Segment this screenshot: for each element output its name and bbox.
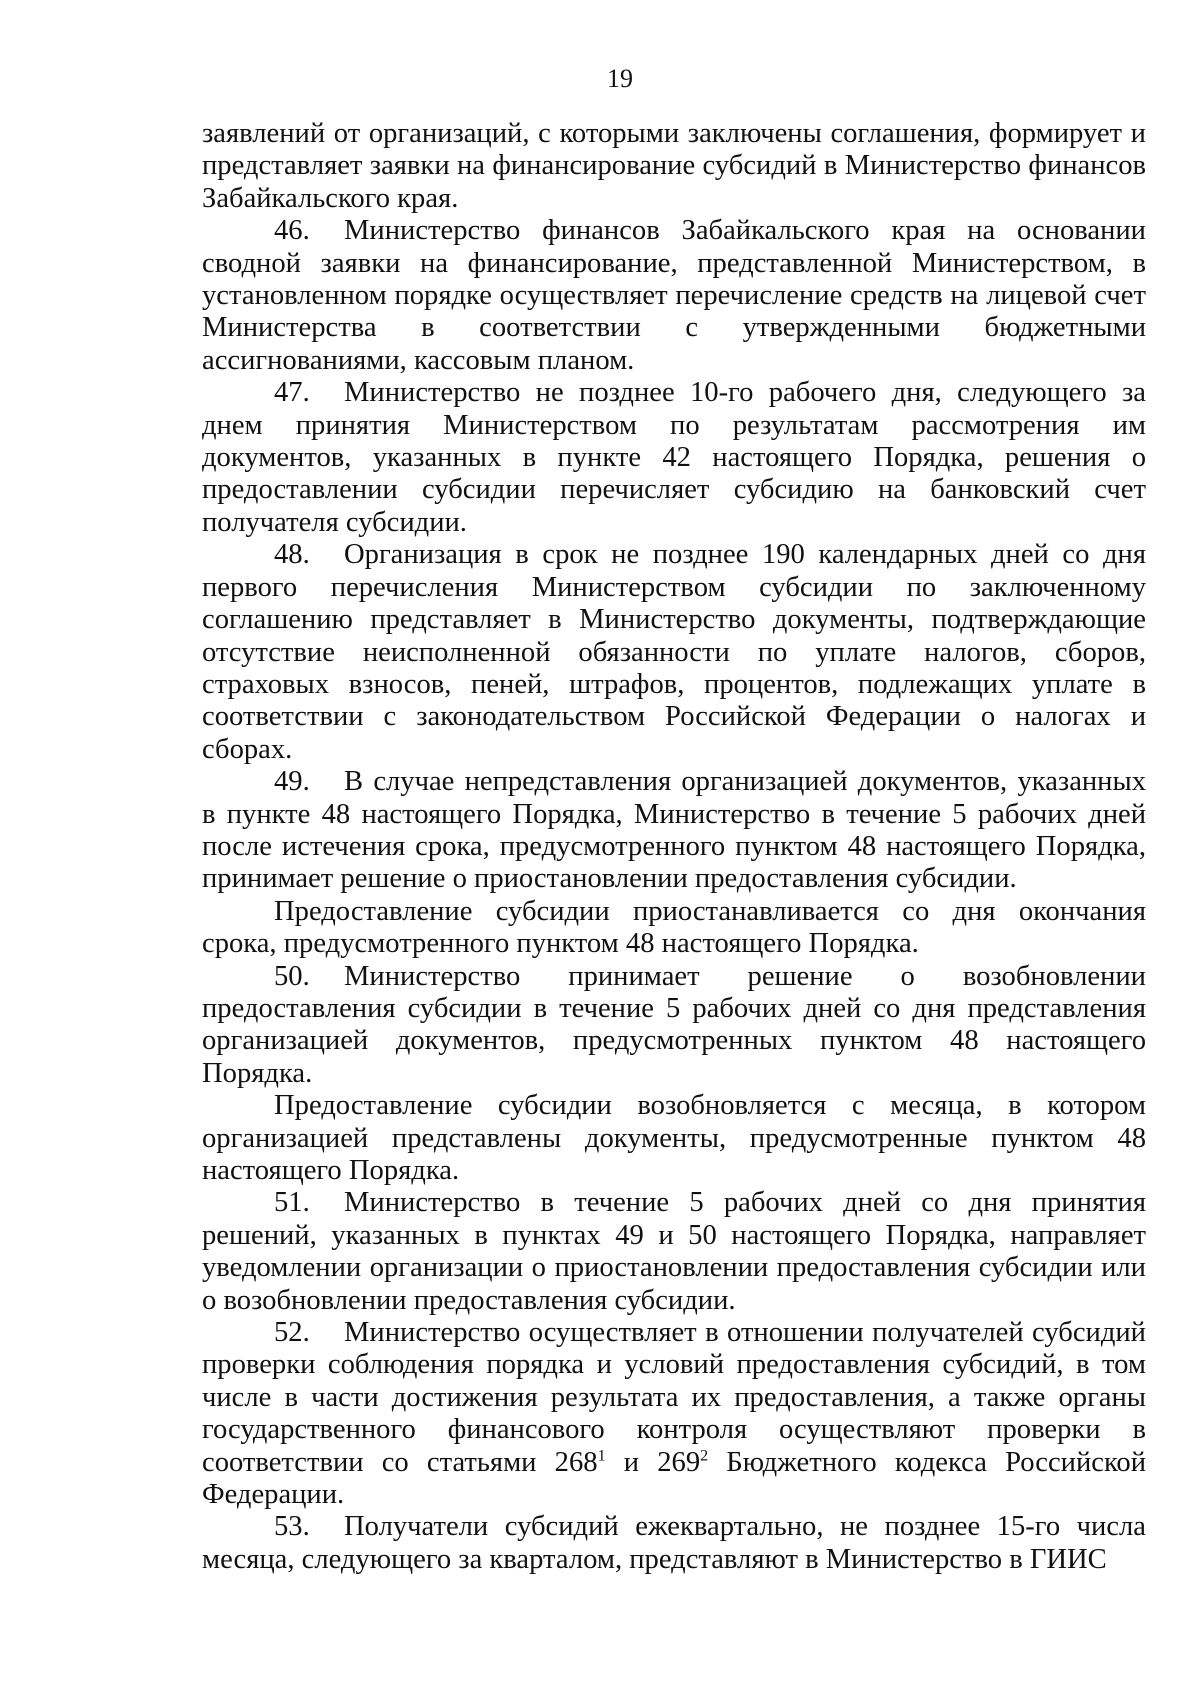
paragraph-text: Предоставление субсидии приостанавливается со дня окончания срока, предусмотренного пунктом 48 настоящего Порядка. xyxy=(202,895,1146,960)
paragraph-text: Министерство не позднее 10-го рабочего дня, следующего за днем принятия Министерством по результатам рассмотрения им документов, указанных в пункте 42 настоящего Порядка, решения о предоставлении субсидии перечисляет субсидию на банковский счет получателя субсидии. xyxy=(202,377,1146,538)
paragraph-49-suspension xyxy=(202,896,1146,961)
paragraph-continuation xyxy=(202,118,1146,215)
paragraph-text: Организация в срок не позднее 190 календарных дней со дня первого перечисления Министерством субсидии по заключенному соглашению представляет в Министерство документы, подтверждающие отсутствие неисполненной обязанности по уплате налогов, сборов, страховых взносов, пеней, штрафов, процентов, подлежащих уплате в соответствии с законодательством Российской Федерации о налогах и сборах. xyxy=(202,539,1146,765)
paragraph-52 xyxy=(202,1317,1146,1511)
paragraph-number: 46. xyxy=(274,215,310,247)
paragraph-50-resumption xyxy=(202,1090,1146,1187)
paragraph-text: Бюджетного кодекса Российской Федерации. xyxy=(202,1446,1146,1511)
paragraph-50 xyxy=(202,961,1146,1091)
paragraph-48 xyxy=(202,539,1146,766)
paragraph-49 xyxy=(202,766,1146,896)
paragraph-text: заявлений от организаций, с которыми заключены соглашения, формирует и представляет заявки на финансирование субсидий в Министерство финансов Забайкальского края. xyxy=(202,118,1146,214)
paragraph-text: Министерство принимает решение о возобновлении предоставления субсидии в течение 5 рабочих дней со дня представления организацией документов, предусмотренных пунктом 48 настоящего Порядка. xyxy=(202,960,1146,1089)
paragraph-number: 49. xyxy=(274,766,310,798)
paragraph-51 xyxy=(202,1187,1146,1317)
superscript: 2 xyxy=(700,1447,709,1465)
paragraph-text: Министерство осуществляет в отношении получателей субсидий проверки соблюдения порядка и условий предоставления субсидий, в том числе в части достижения результата их предоставления, а также органы государственного финансового контроля осуществляют проверки в соответствии со статьями 268 xyxy=(202,1317,1146,1478)
paragraph-53 xyxy=(202,1511,1146,1576)
document-body xyxy=(202,118,1146,1576)
paragraph-number: 53. xyxy=(274,1511,310,1543)
paragraph-text: и 269 xyxy=(605,1446,701,1478)
paragraph-number: 50. xyxy=(274,960,310,992)
paragraph-number: 52. xyxy=(274,1317,310,1349)
page-number: 19 xyxy=(607,64,633,93)
paragraph-text: В случае непредставления организацией документов, указанных в пункте 48 настоящего Порядка, Министерство в течение 5 рабочих дней после истечения срока, предусмотренного пунктом 48 настоящего Порядка, принимает решение о приостановлении предоставления субсидии. xyxy=(202,766,1146,895)
paragraph-text: Предоставление субсидии возобновляется с месяца, в котором организацией представлены документы, предусмотренные пунктом 48 настоящего Порядка. xyxy=(202,1090,1146,1186)
paragraph-number: 51. xyxy=(274,1187,310,1219)
paragraph-text: Министерство в течение 5 рабочих дней со дня принятия решений, указанных в пунктах 49 и 50 настоящего Порядка, направляет уведомлении организации о приостановлении предоставления субсидии или о возобновлении предоставления субсидии. xyxy=(202,1187,1146,1316)
superscript: 1 xyxy=(597,1447,606,1465)
paragraph-number: 48. xyxy=(274,539,310,571)
paragraph-text: Министерство финансов Забайкальского края на основании сводной заявки на финансирование, представленной Министерством, в установленном порядке осуществляет перечисление средств на лицевой счет Министерства в соответствии с утвержденными бюджетными ассигнованиями, кассовым планом. xyxy=(202,215,1146,376)
paragraph-number: 47. xyxy=(274,377,310,409)
paragraph-46 xyxy=(202,215,1146,377)
paragraph-text: Получатели субсидий ежеквартально, не позднее 15-го числа месяца, следующего за кварталом, представляют в Министерство в ГИИС xyxy=(202,1511,1146,1575)
paragraph-47 xyxy=(202,377,1146,539)
